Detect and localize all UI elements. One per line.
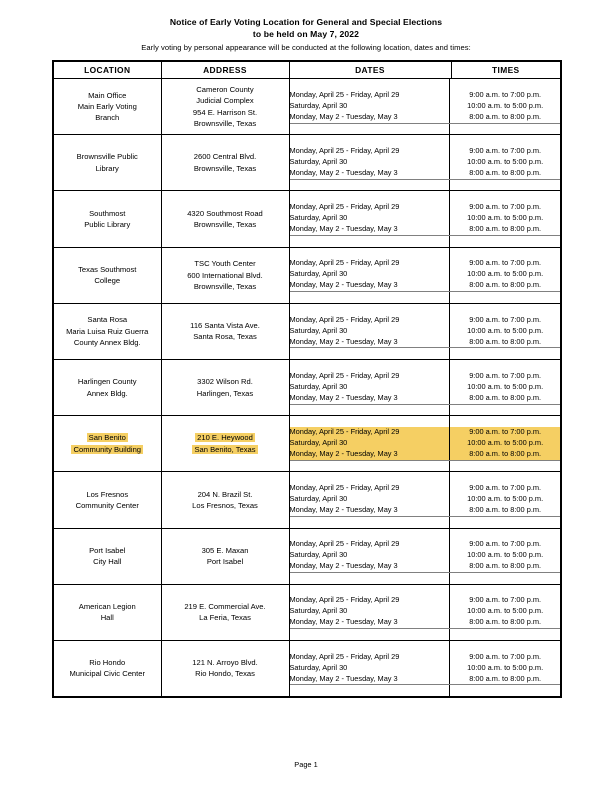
table-row [53,359,561,415]
table-row [53,528,561,584]
schedule-times: 10:00 a.m. to 5:00 p.m. [467,269,544,279]
schedule-subtable [290,79,561,134]
location-cell [53,247,161,303]
schedule-times: 9:00 a.m. to 7:00 p.m. [469,370,542,380]
schedule-row [290,90,561,101]
schedule-times: 8:00 a.m. to 8:00 p.m. [450,673,560,685]
schedule-spacer-dates [290,292,450,303]
schedule-spacer-dates [290,529,450,540]
schedule-dates: Monday, May 2 - Tuesday, May 3 [290,224,450,236]
column-header-dates: DATES [289,61,451,79]
schedule-dates: Monday, May 2 - Tuesday, May 3 [290,561,450,573]
schedule-dates: Monday, April 25 - Friday, April 29 [290,90,450,101]
table-row [53,191,561,247]
schedule-spacer-times [450,248,560,259]
schedule-spacer-row [290,360,561,371]
schedule-dates: Saturday, April 30 [290,438,450,449]
schedule-spacer-row [290,472,561,483]
schedule-spacer-times [450,585,560,596]
schedule-row [290,449,561,461]
schedule-cell [289,79,561,135]
schedule-spacer-times [450,348,560,359]
table-row [53,247,561,303]
schedule-spacer-row [290,460,561,471]
schedule-times: 9:00 a.m. to 7:00 p.m. [469,202,542,212]
schedule-dates: Monday, May 2 - Tuesday, May 3 [290,168,450,180]
early-voting-schedule-table [52,60,562,698]
schedule-dates: Saturday, April 30 [290,550,450,561]
address-cell [161,247,289,303]
address-line: 3302 Wilson Rd. [197,377,253,387]
schedule-row [290,371,561,382]
schedule-cell [289,303,561,359]
schedule-spacer-times [450,460,560,471]
schedule-spacer-dates [290,191,450,202]
location-line: Library [95,163,119,173]
schedule-spacer-dates [290,304,450,315]
address-cell [161,359,289,415]
schedule-row [290,595,561,606]
schedule-times: 8:00 a.m. to 8:00 p.m. [450,393,560,405]
table-header-row [53,61,561,79]
schedule-spacer-times [450,529,560,540]
schedule-subtable [290,248,561,303]
schedule-dates: Saturday, April 30 [290,101,450,112]
address-line: 116 Santa Vista Ave. [190,321,260,331]
schedule-spacer-row [290,404,561,415]
address-cell [161,135,289,191]
schedule-row [290,224,561,236]
schedule-dates: Saturday, April 30 [290,269,450,280]
location-line: College [94,276,121,286]
schedule-dates: Monday, May 2 - Tuesday, May 3 [290,336,450,348]
address-line: Brownsville, Texas [193,118,257,128]
location-line: Texas Southmost [78,264,137,274]
schedule-spacer-row [290,304,561,315]
address-line: 954 E. Harrison St. [192,107,258,117]
schedule-times: 8:00 a.m. to 8:00 p.m. [450,336,560,348]
address-line: Judicial Complex [196,96,254,106]
schedule-spacer-times [450,416,560,427]
schedule-spacer-times [450,404,560,415]
table-row [53,79,561,135]
schedule-row [290,427,561,438]
column-header-times: TIMES [451,61,561,79]
schedule-times: 9:00 a.m. to 7:00 p.m. [469,539,542,549]
schedule-spacer-row [290,79,561,90]
schedule-spacer-row [290,529,561,540]
location-line: Brownsville Public [76,152,138,162]
schedule-spacer-times [450,179,560,190]
location-cell [53,135,161,191]
schedule-spacer-dates [290,179,450,190]
schedule-subtable [290,304,561,359]
location-line: City Hall [93,557,122,567]
location-line: County Annex Bldg. [73,337,141,347]
schedule-spacer-times [450,304,560,315]
schedule-subtable [290,641,561,696]
schedule-row [290,146,561,157]
schedule-dates: Monday, May 2 - Tuesday, May 3 [290,617,450,629]
schedule-times: 9:00 a.m. to 7:00 p.m. [469,258,542,268]
location-line [56,444,159,455]
schedule-row [290,157,561,168]
schedule-spacer-dates [290,472,450,483]
schedule-times: 10:00 a.m. to 5:00 p.m. [467,100,544,110]
schedule-cell [289,640,561,697]
column-header-address: ADDRESS [161,61,289,79]
schedule-row [290,258,561,269]
schedule-dates: Monday, April 25 - Friday, April 29 [290,371,450,382]
location-line: Main Early Voting [77,101,137,111]
schedule-cell [289,135,561,191]
schedule-row [290,112,561,124]
highlight-span: San Benito [88,433,126,443]
schedule-spacer-row [290,348,561,359]
address-cell [161,191,289,247]
schedule-spacer-dates [290,135,450,146]
location-line: Rio Hondo [89,658,126,668]
schedule-spacer-dates [290,416,450,427]
schedule-subtable [290,585,561,640]
schedule-spacer-row [290,235,561,246]
schedule-spacer-row [290,292,561,303]
schedule-spacer-row [290,179,561,190]
schedule-times: 10:00 a.m. to 5:00 p.m. [467,156,544,166]
address-line: 4320 Southmost Road [187,208,263,218]
schedule-row [290,662,561,673]
location-cell [53,528,161,584]
location-cell [53,584,161,640]
schedule-row [290,393,561,405]
schedule-times: 8:00 a.m. to 8:00 p.m. [450,112,560,124]
document-title-line-2: to be held on May 7, 2022 [252,29,360,39]
address-line: Rio Hondo, Texas [195,669,255,679]
location-cell [53,416,161,472]
schedule-spacer-times [450,292,560,303]
table-header [53,61,561,79]
schedule-spacer-dates [290,248,450,259]
schedule-dates: Saturday, April 30 [290,157,450,168]
address-line [164,432,287,443]
table-row [53,640,561,697]
schedule-spacer-row [290,685,561,696]
schedule-row [290,202,561,213]
address-line: 305 E. Maxan [201,545,249,555]
schedule-spacer-row [290,585,561,596]
schedule-times: 9:00 a.m. to 7:00 p.m. [469,651,542,661]
schedule-spacer-times [450,641,560,652]
table-row [53,303,561,359]
schedule-times: 10:00 a.m. to 5:00 p.m. [450,438,560,449]
address-line: 121 N. Arroyo Blvd. [192,658,258,668]
schedule-spacer-times [450,79,560,90]
highlight-span: 210 E. Heywood [197,433,253,443]
schedule-dates: Monday, April 25 - Friday, April 29 [290,202,450,213]
schedule-spacer-dates [290,235,450,246]
table-body [53,79,561,698]
schedule-spacer-row [290,641,561,652]
address-line: 204 N. Brazil St. [197,489,253,499]
schedule-row [290,269,561,280]
schedule-cell [289,584,561,640]
schedule-spacer-row [290,573,561,584]
schedule-cell [289,247,561,303]
location-cell [53,79,161,135]
schedule-dates: Monday, April 25 - Friday, April 29 [290,651,450,662]
schedule-spacer-dates [290,123,450,134]
schedule-spacer-row [290,135,561,146]
schedule-row [290,550,561,561]
schedule-dates: Saturday, April 30 [290,382,450,393]
schedule-subtable [290,135,561,190]
schedule-spacer-row [290,516,561,527]
schedule-spacer-dates [290,585,450,596]
location-line: Los Fresnos [86,489,129,499]
table-row [53,584,561,640]
schedule-dates: Saturday, April 30 [290,606,450,617]
schedule-dates: Monday, April 25 - Friday, April 29 [290,258,450,269]
schedule-spacer-times [450,191,560,202]
schedule-dates: Monday, April 25 - Friday, April 29 [290,539,450,550]
schedule-times: 8:00 a.m. to 8:00 p.m. [450,224,560,236]
schedule-row [290,336,561,348]
schedule-spacer-times [450,472,560,483]
location-line: Main Office [88,90,127,100]
address-line: La Feria, Texas [199,613,251,623]
location-cell [53,191,161,247]
address-line [164,444,287,455]
schedule-dates: Monday, April 25 - Friday, April 29 [290,595,450,606]
location-line: Annex Bldg. [86,388,128,398]
highlight-span: Community Building [73,444,142,454]
location-line: Harlingen County [77,377,137,387]
schedule-spacer-times [450,235,560,246]
location-cell [53,472,161,528]
address-line: Port Isabel [206,557,244,567]
schedule-row [290,673,561,685]
schedule-times: 8:00 a.m. to 8:00 p.m. [450,505,560,517]
schedule-dates: Monday, May 2 - Tuesday, May 3 [290,112,450,124]
schedule-row [290,314,561,325]
schedule-subtable [290,529,561,584]
schedule-dates: Monday, May 2 - Tuesday, May 3 [290,449,450,461]
schedule-subtable [290,360,561,415]
schedule-cell [289,528,561,584]
schedule-spacer-dates [290,641,450,652]
schedule-subtable [290,472,561,527]
schedule-subtable [290,191,561,246]
address-line: TSC Youth Center [194,259,256,269]
schedule-times: 9:00 a.m. to 7:00 p.m. [469,145,542,155]
schedule-spacer-dates [290,516,450,527]
schedule-spacer-row [290,191,561,202]
schedule-spacer-times [450,360,560,371]
schedule-spacer-row [290,416,561,427]
schedule-times: 9:00 a.m. to 7:00 p.m. [469,483,542,493]
schedule-spacer-times [450,573,560,584]
schedule-dates: Monday, April 25 - Friday, April 29 [290,483,450,494]
address-cell [161,640,289,697]
schedule-spacer-dates [290,348,450,359]
schedule-dates: Monday, April 25 - Friday, April 29 [290,314,450,325]
address-cell [161,528,289,584]
schedule-dates: Monday, May 2 - Tuesday, May 3 [290,673,450,685]
location-cell [53,640,161,697]
schedule-cell [289,416,561,472]
schedule-row [290,213,561,224]
schedule-dates: Monday, May 2 - Tuesday, May 3 [290,393,450,405]
location-line: Municipal Civic Center [69,669,146,679]
schedule-cell [289,472,561,528]
document-header [0,16,612,54]
schedule-spacer-dates [290,404,450,415]
schedule-dates: Saturday, April 30 [290,662,450,673]
schedule-spacer-dates [290,460,450,471]
address-line: Harlingen, Texas [196,388,254,398]
address-cell [161,472,289,528]
schedule-row [290,561,561,573]
address-line: 600 International Blvd. [187,270,263,280]
schedule-spacer-dates [290,79,450,90]
schedule-times: 9:00 a.m. to 7:00 p.m. [469,314,542,324]
schedule-row [290,617,561,629]
address-cell [161,416,289,472]
schedule-row [290,483,561,494]
schedule-spacer-dates [290,629,450,640]
schedule-row [290,539,561,550]
schedule-spacer-row [290,248,561,259]
location-line: American Legion [78,601,136,611]
schedule-spacer-times [450,685,560,696]
early-voting-schedule-table-wrapper [52,60,560,698]
schedule-times: 10:00 a.m. to 5:00 p.m. [467,606,544,616]
document-subtitle: Early voting by personal appearance will be conducted at the following location, dates and times: [141,43,471,52]
schedule-dates: Monday, April 25 - Friday, April 29 [290,427,450,438]
schedule-times: 10:00 a.m. to 5:00 p.m. [467,325,544,335]
schedule-times: 8:00 a.m. to 8:00 p.m. [450,617,560,629]
schedule-row [290,280,561,292]
schedule-dates: Saturday, April 30 [290,325,450,336]
address-line: Brownsville, Texas [193,163,257,173]
schedule-spacer-dates [290,685,450,696]
schedule-cell [289,359,561,415]
schedule-row [290,651,561,662]
location-cell [53,303,161,359]
schedule-times: 9:00 a.m. to 7:00 p.m. [469,89,542,99]
schedule-spacer-times [450,123,560,134]
schedule-times: 8:00 a.m. to 8:00 p.m. [450,561,560,573]
schedule-times: 10:00 a.m. to 5:00 p.m. [467,550,544,560]
schedule-dates: Saturday, April 30 [290,213,450,224]
address-cell [161,79,289,135]
location-line: Hall [100,613,114,623]
address-line: Cameron County [196,85,254,94]
address-line: Brownsville, Texas [193,281,257,291]
table-row [53,416,561,472]
table-row [53,472,561,528]
page-footer: Page 1 [294,760,318,769]
schedule-times: 10:00 a.m. to 5:00 p.m. [467,662,544,672]
schedule-dates: Monday, May 2 - Tuesday, May 3 [290,505,450,517]
schedule-spacer-times [450,135,560,146]
schedule-spacer-dates [290,573,450,584]
schedule-dates: Saturday, April 30 [290,494,450,505]
address-cell [161,584,289,640]
address-line: 219 E. Commercial Ave. [184,601,266,611]
highlight-span: San Benito, Texas [194,444,256,454]
location-line: Southmost [89,208,126,218]
schedule-times: 9:00 a.m. to 7:00 p.m. [450,427,560,438]
schedule-times: 10:00 a.m. to 5:00 p.m. [467,381,544,391]
schedule-times: 8:00 a.m. to 8:00 p.m. [450,168,560,180]
schedule-spacer-dates [290,360,450,371]
address-line: Brownsville, Texas [193,219,257,229]
location-line [56,432,159,443]
schedule-times: 9:00 a.m. to 7:00 p.m. [469,595,542,605]
table-row [53,135,561,191]
schedule-row [290,438,561,449]
location-line: Community Center [75,500,139,510]
schedule-row [290,382,561,393]
location-line: Santa Rosa [87,315,128,325]
location-cell [53,359,161,415]
schedule-spacer-row [290,629,561,640]
schedule-row [290,168,561,180]
schedule-row [290,494,561,505]
schedule-row [290,101,561,112]
schedule-cell [289,191,561,247]
location-line: Branch [95,113,120,123]
schedule-dates: Monday, May 2 - Tuesday, May 3 [290,280,450,292]
schedule-subtable [290,416,561,471]
schedule-row [290,325,561,336]
schedule-times: 10:00 a.m. to 5:00 p.m. [467,213,544,223]
schedule-spacer-row [290,123,561,134]
schedule-row [290,505,561,517]
address-cell [161,303,289,359]
schedule-row [290,606,561,617]
location-line: Maria Luisa Ruiz Guerra [66,326,149,336]
address-line: Santa Rosa, Texas [193,332,257,342]
schedule-spacer-times [450,629,560,640]
schedule-dates: Monday, April 25 - Friday, April 29 [290,146,450,157]
location-line: Public Library [84,219,131,229]
schedule-spacer-times [450,516,560,527]
schedule-times: 10:00 a.m. to 5:00 p.m. [467,494,544,504]
address-line: 2600 Central Blvd. [193,152,257,162]
schedule-times: 8:00 a.m. to 8:00 p.m. [450,449,560,461]
schedule-times: 8:00 a.m. to 8:00 p.m. [450,280,560,292]
address-line: Los Fresnos, Texas [192,500,258,510]
column-header-location: LOCATION [53,61,161,79]
document-title-line-1: Notice of Early Voting Location for General and Special Elections [169,17,443,27]
location-line: Port Isabel [89,545,126,555]
